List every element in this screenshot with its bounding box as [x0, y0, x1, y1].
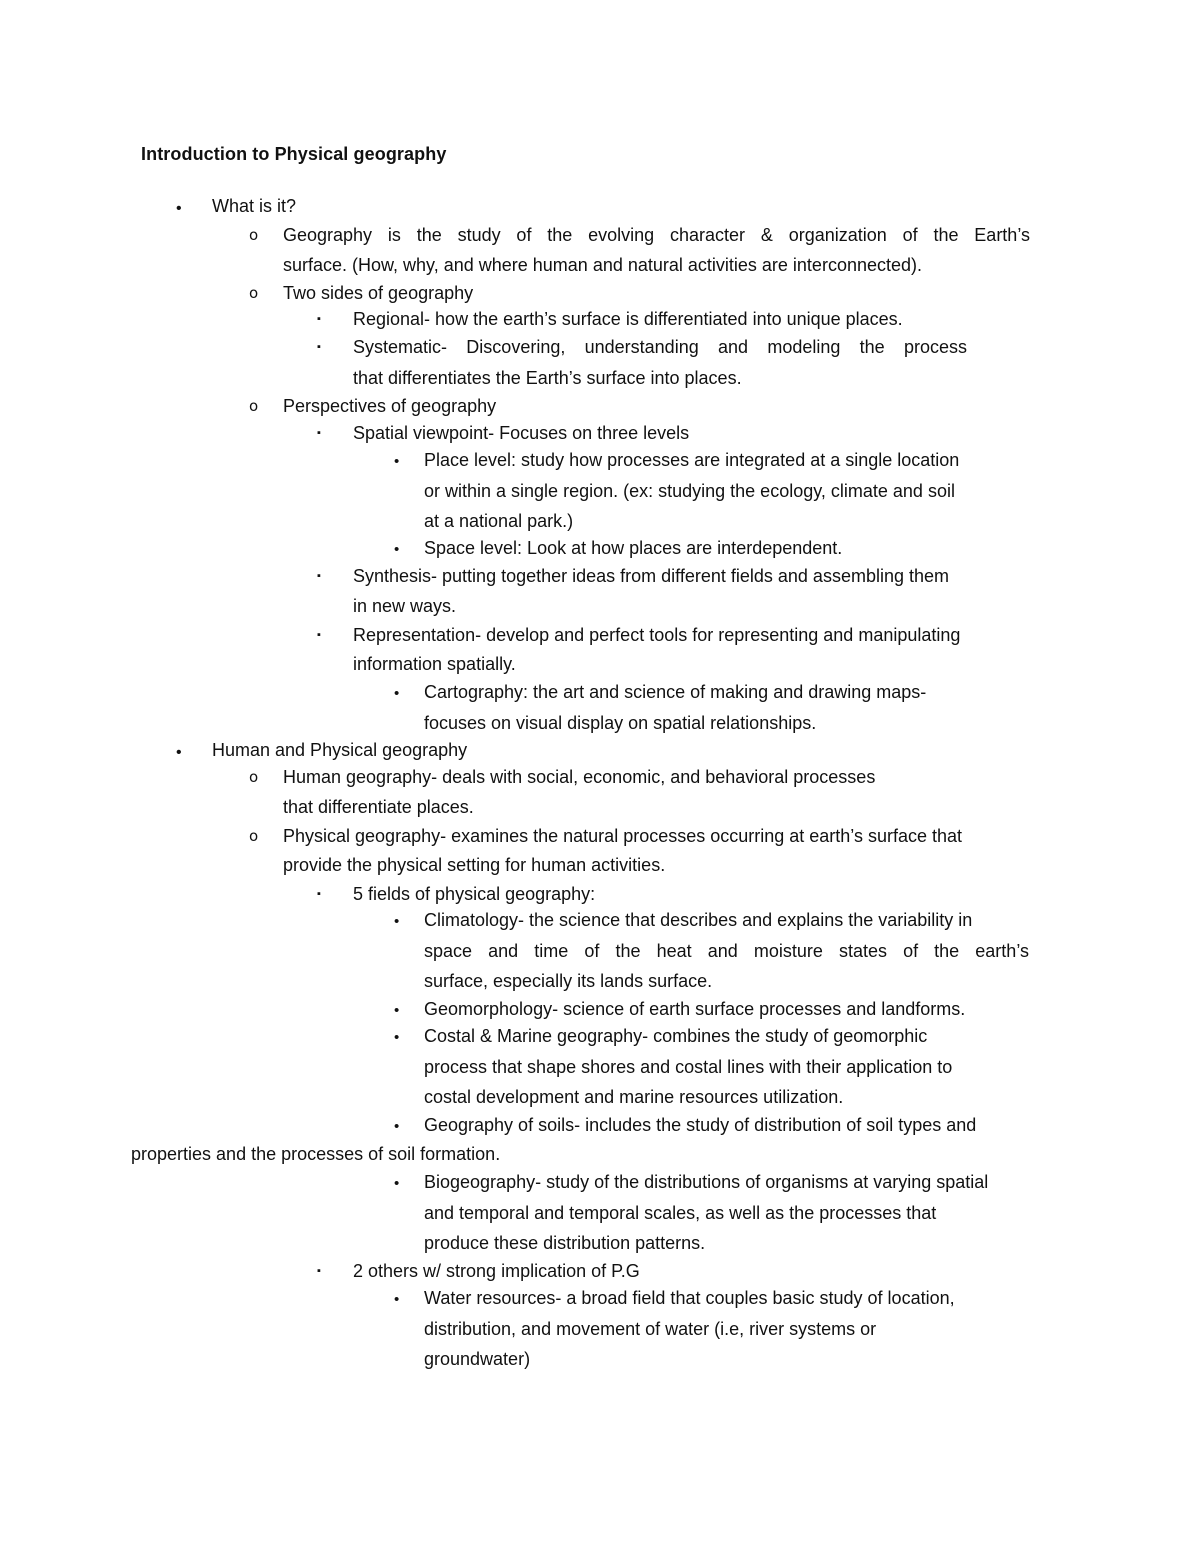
list-item: 2 others w/ strong implication of P.G — [353, 1261, 640, 1281]
list-item: Biogeography- study of the distributions of organisms at varying spatial — [424, 1172, 989, 1192]
bullet-marker: ▪ — [317, 1265, 321, 1277]
bullet-marker: • — [394, 1029, 400, 1046]
bullet-marker: • — [394, 913, 400, 930]
list-item-continuation: surface, especially its lands surface. — [424, 971, 713, 991]
list-item: Cartography: the art and science of making and drawing maps- — [424, 682, 927, 702]
list-item-continuation: at a national park.) — [424, 511, 574, 531]
list-item-continuation: costal development and marine resources utilization. — [424, 1087, 844, 1107]
list-item: Geography is the study of the evolving character & organization of the Earth’s — [283, 225, 1030, 245]
bullet-marker: o — [249, 768, 259, 786]
list-item: Water resources- a broad field that couples basic study of location, — [424, 1288, 955, 1308]
bullet-marker: • — [394, 1118, 400, 1135]
list-item: Geomorphology- science of earth surface processes and landforms. — [424, 999, 966, 1019]
bullet-marker: • — [176, 744, 182, 761]
list-item-continuation: focuses on visual display on spatial relationships. — [424, 713, 817, 733]
bullet-marker: o — [249, 284, 259, 302]
list-item-continuation: in new ways. — [353, 596, 457, 616]
list-item: Two sides of geography — [283, 283, 474, 303]
bullet-marker: ▪ — [317, 888, 321, 900]
list-item: Spatial viewpoint- Focuses on three levels — [353, 423, 690, 443]
bullet-marker: • — [394, 541, 400, 558]
list-item: Perspectives of geography — [283, 396, 497, 416]
bullet-marker: • — [394, 1175, 400, 1192]
list-item-continuation: process that shape shores and costal lines with their application to — [424, 1057, 953, 1077]
bullet-marker: o — [249, 827, 259, 845]
bullet-marker: ▪ — [317, 427, 321, 439]
list-item: Regional- how the earth’s surface is differentiated into unique places. — [353, 309, 903, 329]
list-item-continuation: produce these distribution patterns. — [424, 1233, 706, 1253]
list-item-continuation: information spatially. — [353, 654, 516, 674]
bullet-marker: o — [249, 397, 259, 415]
bullet-marker: ▪ — [317, 313, 321, 325]
bullet-marker: • — [394, 1291, 400, 1308]
bullet-marker: ▪ — [317, 341, 321, 353]
list-item: Human geography- deals with social, economic, and behavioral processes — [283, 767, 876, 787]
list-item: Geography of soils- includes the study of distribution of soil types and — [424, 1115, 977, 1135]
bullet-marker: ▪ — [317, 629, 321, 641]
list-item: Physical geography- examines the natural processes occurring at earth’s surface that — [283, 826, 963, 846]
list-item-continuation: and temporal and temporal scales, as well as the processes that — [424, 1203, 937, 1223]
list-item: Synthesis- putting together ideas from different fields and assembling them — [353, 566, 949, 586]
list-item-continuation: provide the physical setting for human activities. — [283, 855, 666, 875]
list-item: Space level: Look at how places are interdependent. — [424, 538, 843, 558]
list-item: Systematic- Discovering, understanding and modeling the process — [353, 337, 967, 357]
bullet-marker: • — [176, 200, 182, 217]
list-item-continuation: that differentiate places. — [283, 797, 474, 817]
list-item-continuation: or within a single region. (ex: studying the ecology, climate and soil — [424, 481, 955, 501]
bullet-marker: • — [394, 1002, 400, 1019]
list-item-continuation: surface. (How, why, and where human and natural activities are interconnected). — [283, 255, 922, 275]
bullet-marker: o — [249, 226, 259, 244]
list-item: Costal & Marine geography- combines the study of geomorphic — [424, 1026, 928, 1046]
bullet-marker: ▪ — [317, 570, 321, 582]
list-item-continuation: distribution, and movement of water (i.e, river systems or — [424, 1319, 877, 1339]
bullet-marker: • — [394, 453, 400, 470]
list-item-continuation: that differentiates the Earth’s surface into places. — [353, 368, 742, 388]
list-item: Place level: study how processes are integrated at a single location — [424, 450, 960, 470]
list-item: Climatology- the science that describes and explains the variability in — [424, 910, 973, 930]
list-item: 5 fields of physical geography: — [353, 884, 596, 904]
list-item-continuation: groundwater) — [424, 1349, 531, 1369]
list-item: Representation- develop and perfect tools for representing and manipulating — [353, 625, 961, 645]
list-item: What is it? — [212, 196, 297, 216]
bullet-marker: • — [394, 685, 400, 702]
list-item-continuation: properties and the processes of soil formation. — [131, 1144, 501, 1164]
page-title: Introduction to Physical geography — [141, 144, 447, 164]
list-item-continuation: space and time of the heat and moisture states of the earth’s — [424, 941, 1029, 961]
list-item: Human and Physical geography — [212, 740, 468, 760]
